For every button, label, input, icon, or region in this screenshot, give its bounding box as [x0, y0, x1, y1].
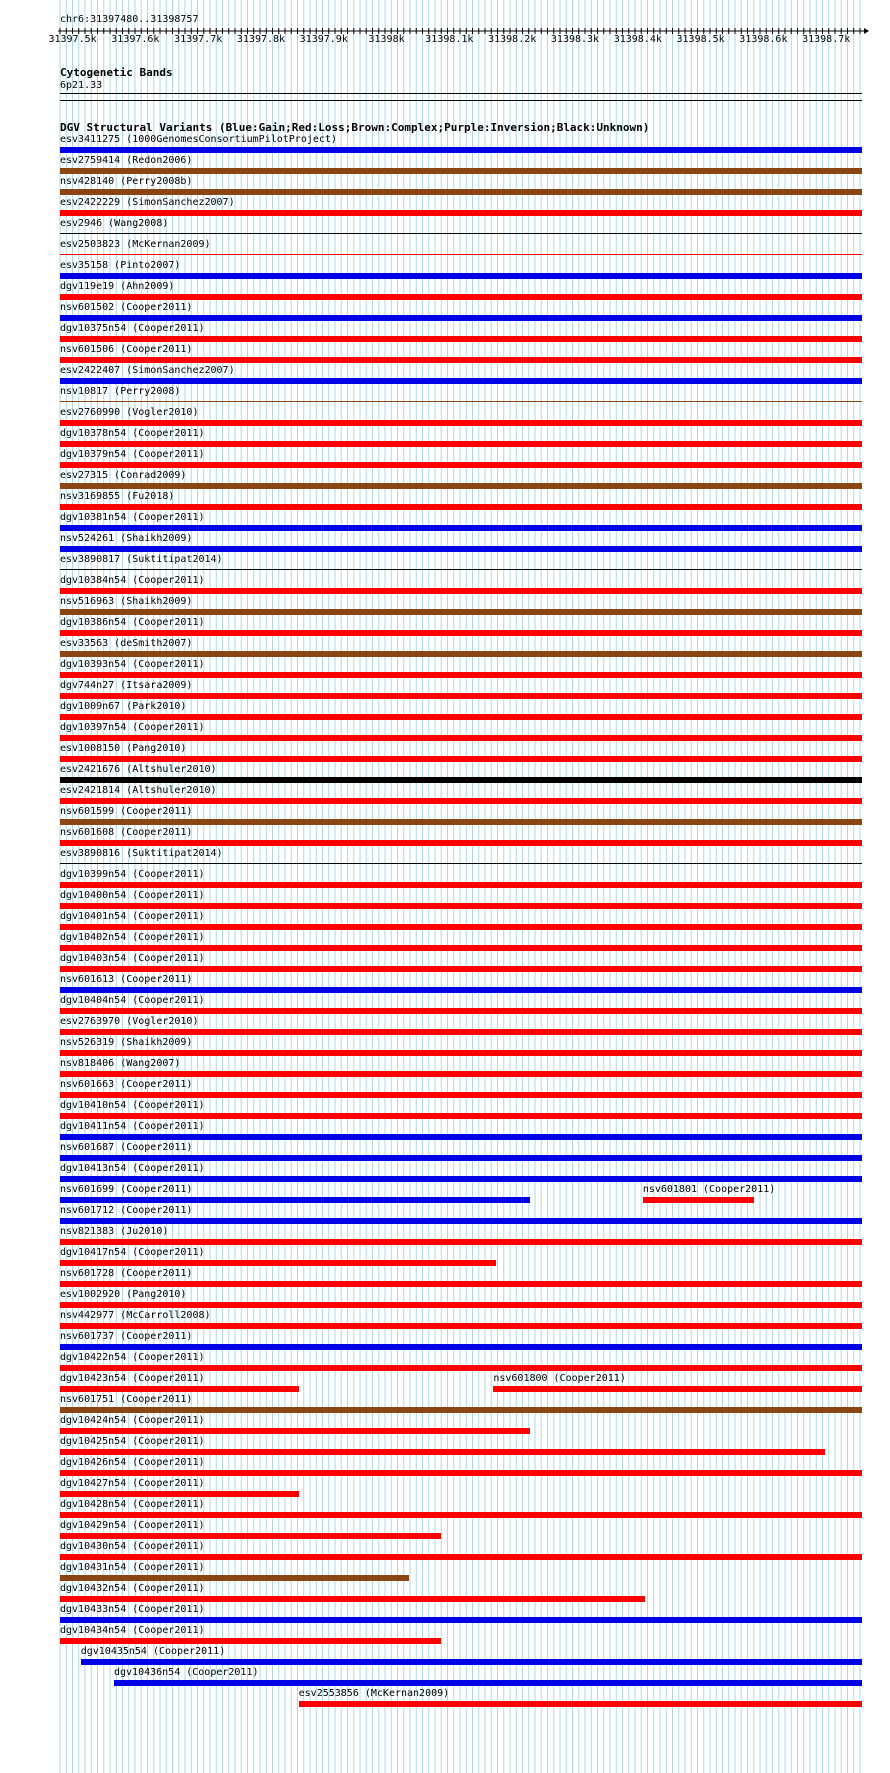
variant-bar-loss[interactable]	[60, 588, 862, 594]
variant-label[interactable]: dgv10379n54 (Cooper2011)	[60, 449, 205, 460]
variant-bar-loss[interactable]	[60, 840, 862, 846]
variant-bar-loss[interactable]	[60, 966, 862, 972]
variant-bar-gain[interactable]	[60, 315, 862, 321]
ruler-tick-label: 31398.1k	[425, 34, 474, 45]
variant-label[interactable]: nsv601800 (Cooper2011)	[493, 1373, 626, 1384]
variant-bar-loss[interactable]	[60, 420, 862, 426]
variant-bar-gain[interactable]	[60, 1218, 862, 1224]
variant-label[interactable]: nsv601599 (Cooper2011)	[60, 806, 193, 817]
variant-bar-complex[interactable]	[60, 609, 862, 615]
ruler-tick-label: 31397.7k	[174, 34, 223, 45]
variant-label[interactable]: dgv10426n54 (Cooper2011)	[60, 1457, 205, 1468]
variant-label[interactable]: esv2759414 (Redon2006)	[60, 155, 193, 166]
variant-label[interactable]: nsv601751 (Cooper2011)	[60, 1394, 193, 1405]
variant-label[interactable]: dgv1009n67 (Park2010)	[60, 701, 187, 712]
ruler-tick-label: 31398.4k	[613, 34, 662, 45]
variant-label[interactable]: dgv10423n54 (Cooper2011)	[60, 1373, 205, 1384]
variant-label[interactable]: nsv428140 (Perry2008b)	[60, 176, 193, 187]
variant-label[interactable]: dgv10386n54 (Cooper2011)	[60, 617, 205, 628]
variant-bar-complex[interactable]	[60, 819, 862, 825]
variant-bar-gain[interactable]	[60, 546, 862, 552]
ruler-tick-label: 31397.6k	[111, 34, 160, 45]
variant-label[interactable]: nsv601608 (Cooper2011)	[60, 827, 193, 838]
variant-bar-loss[interactable]	[60, 504, 862, 510]
variant-bar-gain[interactable]	[60, 987, 862, 993]
variant-label[interactable]: esv2503823 (McKernan2009)	[60, 239, 211, 250]
variant-bar-loss[interactable]	[60, 1008, 862, 1014]
variant-bar-loss[interactable]	[60, 336, 862, 342]
variant-label[interactable]: nsv601712 (Cooper2011)	[60, 1205, 193, 1216]
variant-bar-complex[interactable]	[60, 401, 862, 402]
ruler-tick-label: 31398.6k	[739, 34, 788, 45]
variant-bar-loss[interactable]	[60, 357, 862, 363]
variant-bar-complex[interactable]	[60, 189, 862, 195]
variant-bar-gain[interactable]	[60, 1344, 862, 1350]
variant-bar-unknown[interactable]	[60, 777, 862, 783]
variant-bar-loss[interactable]	[60, 210, 862, 216]
variant-bar-loss[interactable]	[60, 1638, 441, 1644]
variant-bar-loss[interactable]	[60, 1260, 496, 1266]
cytoband-track-title: Cytogenetic Bands	[60, 66, 173, 79]
variant-label[interactable]: esv1008150 (Pang2010)	[60, 743, 187, 754]
variant-label[interactable]: nsv442977 (McCarroll2008)	[60, 1310, 211, 1321]
variant-bar-unknown[interactable]	[60, 863, 862, 864]
variant-label[interactable]: esv3411275 (1000GenomesConsortiumPilotProject)	[60, 134, 337, 145]
variant-bar-loss[interactable]	[60, 1386, 299, 1392]
variant-label[interactable]: nsv601663 (Cooper2011)	[60, 1079, 193, 1090]
variant-label[interactable]: esv2422407 (SimonSanchez2007)	[60, 365, 235, 376]
variant-bar-loss[interactable]	[60, 1449, 825, 1455]
variant-label[interactable]: dgv10428n54 (Cooper2011)	[60, 1499, 205, 1510]
variant-label[interactable]: dgv10436n54 (Cooper2011)	[114, 1667, 259, 1678]
ruler-tick-label: 31398.7k	[802, 34, 851, 45]
dgv-track-title: DGV Structural Variants (Blue:Gain;Red:Loss;Brown:Complex;Purple:Inversion;Black:Unknown)	[60, 121, 650, 134]
variant-label[interactable]: dgv10378n54 (Cooper2011)	[60, 428, 205, 439]
variant-bar-gain[interactable]	[60, 1617, 862, 1623]
variant-label[interactable]: nsv601728 (Cooper2011)	[60, 1268, 193, 1279]
variant-label[interactable]: nsv3169855 (Fu2018)	[60, 491, 175, 502]
variant-label[interactable]: dgv10410n54 (Cooper2011)	[60, 1100, 205, 1111]
variant-bar-loss[interactable]	[60, 462, 862, 468]
variant-bar-loss[interactable]	[493, 1386, 862, 1392]
variant-bar-complex[interactable]	[60, 483, 862, 489]
variant-label[interactable]: esv33563 (deSmith2007)	[60, 638, 193, 649]
variant-label[interactable]: dgv10402n54 (Cooper2011)	[60, 932, 205, 943]
variant-label[interactable]: dgv10422n54 (Cooper2011)	[60, 1352, 205, 1363]
variant-label[interactable]: dgv10375n54 (Cooper2011)	[60, 323, 205, 334]
variant-bar-loss[interactable]	[60, 798, 862, 804]
variant-bar-loss[interactable]	[60, 1092, 862, 1098]
variant-bar-loss[interactable]	[60, 1491, 299, 1497]
variant-bar-gain[interactable]	[60, 147, 862, 153]
variant-bar-loss[interactable]	[60, 1302, 862, 1308]
variant-label[interactable]: esv35158 (Pinto2007)	[60, 260, 181, 271]
variant-label[interactable]: dgv10399n54 (Cooper2011)	[60, 869, 205, 880]
variant-label[interactable]: dgv10424n54 (Cooper2011)	[60, 1415, 205, 1426]
variant-bar-gain[interactable]	[60, 1155, 862, 1161]
variant-bar-loss[interactable]	[60, 735, 862, 741]
variant-label[interactable]: esv2553856 (McKernan2009)	[298, 1688, 450, 1699]
variant-label[interactable]: dgv10429n54 (Cooper2011)	[60, 1520, 205, 1531]
variant-label[interactable]: nsv601506 (Cooper2011)	[60, 344, 193, 355]
ruler-tick-label: 31397.8k	[236, 34, 286, 45]
variant-bar-loss[interactable]	[60, 1050, 862, 1056]
variant-label[interactable]: nsv601699 (Cooper2011)	[60, 1184, 193, 1195]
track-separator	[60, 100, 862, 101]
variant-bar-loss[interactable]	[60, 1428, 530, 1434]
variant-bar-loss[interactable]	[60, 756, 862, 762]
variant-label[interactable]: esv27315 (Conrad2009)	[60, 470, 187, 481]
variant-bar-loss[interactable]	[60, 1239, 862, 1245]
variant-bar-gain[interactable]	[60, 1176, 862, 1182]
variant-bar-complex[interactable]	[60, 1407, 862, 1413]
ruler-tick-label: 31398.2k	[488, 34, 537, 45]
variant-label[interactable]: dgv10434n54 (Cooper2011)	[60, 1625, 205, 1636]
cytoband-name: 6p21.33	[60, 80, 103, 91]
variant-label[interactable]: esv2946 (Wang2008)	[60, 218, 169, 229]
variant-bar-gain[interactable]	[60, 378, 862, 384]
ruler-tick-label: 31397.5k	[48, 34, 97, 45]
variant-bar-loss[interactable]	[60, 1071, 862, 1077]
variant-label[interactable]: dgv10403n54 (Cooper2011)	[60, 953, 205, 964]
variant-label[interactable]: nsv601737 (Cooper2011)	[60, 1331, 193, 1342]
variant-bar-loss[interactable]	[60, 945, 862, 951]
ruler-tick-label: 31398.3k	[550, 34, 600, 45]
ruler-tick-label: 31398k	[368, 34, 405, 45]
variant-bar-loss[interactable]	[60, 1113, 862, 1119]
variant-label[interactable]: dgv10430n54 (Cooper2011)	[60, 1541, 205, 1552]
variant-bar-gain[interactable]	[114, 1680, 862, 1686]
variant-label[interactable]: dgv10411n54 (Cooper2011)	[60, 1121, 205, 1132]
variant-label[interactable]: dgv10404n54 (Cooper2011)	[60, 995, 205, 1006]
variant-label[interactable]: dgv10413n54 (Cooper2011)	[60, 1163, 205, 1174]
variant-bar-loss[interactable]	[60, 1554, 862, 1560]
variant-bar-gain[interactable]	[60, 1197, 530, 1203]
variant-label[interactable]: dgv10381n54 (Cooper2011)	[60, 512, 205, 523]
variant-bar-unknown[interactable]	[60, 233, 862, 234]
variant-label[interactable]: nsv601801 (Cooper2011)	[642, 1184, 776, 1195]
variant-label[interactable]: dgv10401n54 (Cooper2011)	[60, 911, 205, 922]
variant-label[interactable]: esv2422229 (SimonSanchez2007)	[60, 197, 235, 208]
variant-label[interactable]: dgv10400n54 (Cooper2011)	[60, 890, 205, 901]
variant-bar-loss[interactable]	[60, 630, 862, 636]
variant-bar-loss[interactable]	[60, 1533, 441, 1539]
variant-label[interactable]: dgv10397n54 (Cooper2011)	[60, 722, 205, 733]
variant-label[interactable]: nsv516963 (Shaikh2009)	[60, 596, 193, 607]
variant-bar-unknown[interactable]	[60, 569, 862, 570]
variant-bar-loss[interactable]	[60, 693, 862, 699]
variant-label[interactable]: dgv10435n54 (Cooper2011)	[80, 1646, 226, 1657]
variant-bar-gain[interactable]	[60, 1134, 862, 1140]
variant-label[interactable]: esv3890817 (Suktitipat2014)	[60, 554, 223, 565]
variant-label[interactable]: nsv818406 (Wang2007)	[60, 1058, 181, 1069]
variant-label[interactable]: dgv10393n54 (Cooper2011)	[60, 659, 205, 670]
variant-label[interactable]: dgv744n27 (Itsara2009)	[60, 680, 193, 691]
variant-label[interactable]: dgv10384n54 (Cooper2011)	[60, 575, 205, 586]
variant-label[interactable]: nsv10817 (Perry2008)	[60, 386, 181, 397]
variant-label[interactable]: esv2763970 (Vogler2010)	[60, 1016, 199, 1027]
variant-bar-loss[interactable]	[60, 924, 862, 930]
variant-label[interactable]: nsv821383 (Ju2010)	[60, 1226, 169, 1237]
variant-bar-complex[interactable]	[60, 168, 862, 174]
variant-bar-loss[interactable]	[60, 1596, 645, 1602]
variant-label[interactable]: dgv10431n54 (Cooper2011)	[60, 1562, 205, 1573]
cytoband-line	[60, 93, 862, 94]
ruler-tick-label: 31398.5k	[676, 34, 725, 45]
variant-bar-gain[interactable]	[81, 1659, 862, 1665]
variant-label[interactable]: dgv10417n54 (Cooper2011)	[60, 1247, 205, 1258]
variant-bar-loss[interactable]	[60, 672, 862, 678]
ruler-tick-label: 31397.9k	[299, 34, 348, 45]
ruler-arrow-icon	[864, 28, 869, 34]
locus-label: chr6:31397480..31398757	[60, 14, 199, 25]
variant-bar-loss[interactable]	[60, 254, 862, 255]
variant-label[interactable]: nsv601502 (Cooper2011)	[60, 302, 193, 313]
variant-label[interactable]: esv3890816 (Suktitipat2014)	[60, 848, 223, 859]
variant-bar-loss[interactable]	[60, 1470, 862, 1476]
variant-bar-loss[interactable]	[60, 294, 862, 300]
variant-bar-loss[interactable]	[60, 1365, 862, 1371]
variant-bar-gain[interactable]	[60, 273, 862, 279]
variant-bar-loss[interactable]	[299, 1701, 862, 1707]
variant-label[interactable]: dgv119e19 (Ahn2009)	[60, 281, 175, 292]
variant-bar-loss[interactable]	[60, 441, 862, 447]
variant-bar-complex[interactable]	[60, 1575, 409, 1581]
variant-label[interactable]: nsv601687 (Cooper2011)	[60, 1142, 193, 1153]
variant-bar-loss[interactable]	[60, 1512, 862, 1518]
variant-bar-loss[interactable]	[60, 1029, 862, 1035]
variant-bar-loss[interactable]	[60, 1281, 862, 1287]
variant-label[interactable]: nsv524261 (Shaikh2009)	[60, 533, 193, 544]
variant-label[interactable]: dgv10433n54 (Cooper2011)	[60, 1604, 205, 1615]
variant-label[interactable]: esv2421676 (Altshuler2010)	[60, 764, 217, 775]
variant-label[interactable]: dgv10432n54 (Cooper2011)	[60, 1583, 205, 1594]
variant-bar-loss[interactable]	[643, 1197, 754, 1203]
variant-bar-loss[interactable]	[60, 1323, 862, 1329]
variant-label[interactable]: esv2760990 (Vogler2010)	[60, 407, 199, 418]
variant-bar-gain[interactable]	[60, 525, 862, 531]
variant-bar-complex[interactable]	[60, 651, 862, 657]
variant-bar-loss[interactable]	[60, 882, 862, 888]
variant-label[interactable]: nsv601613 (Cooper2011)	[60, 974, 193, 985]
variant-label[interactable]: esv1002920 (Pang2010)	[60, 1289, 187, 1300]
variant-label[interactable]: nsv526319 (Shaikh2009)	[60, 1037, 193, 1048]
variant-label[interactable]: esv2421814 (Altshuler2010)	[60, 785, 217, 796]
variant-bar-loss[interactable]	[60, 903, 862, 909]
variant-label[interactable]: dgv10427n54 (Cooper2011)	[60, 1478, 205, 1489]
variant-label[interactable]: dgv10425n54 (Cooper2011)	[60, 1436, 205, 1447]
variant-bar-loss[interactable]	[60, 714, 862, 720]
